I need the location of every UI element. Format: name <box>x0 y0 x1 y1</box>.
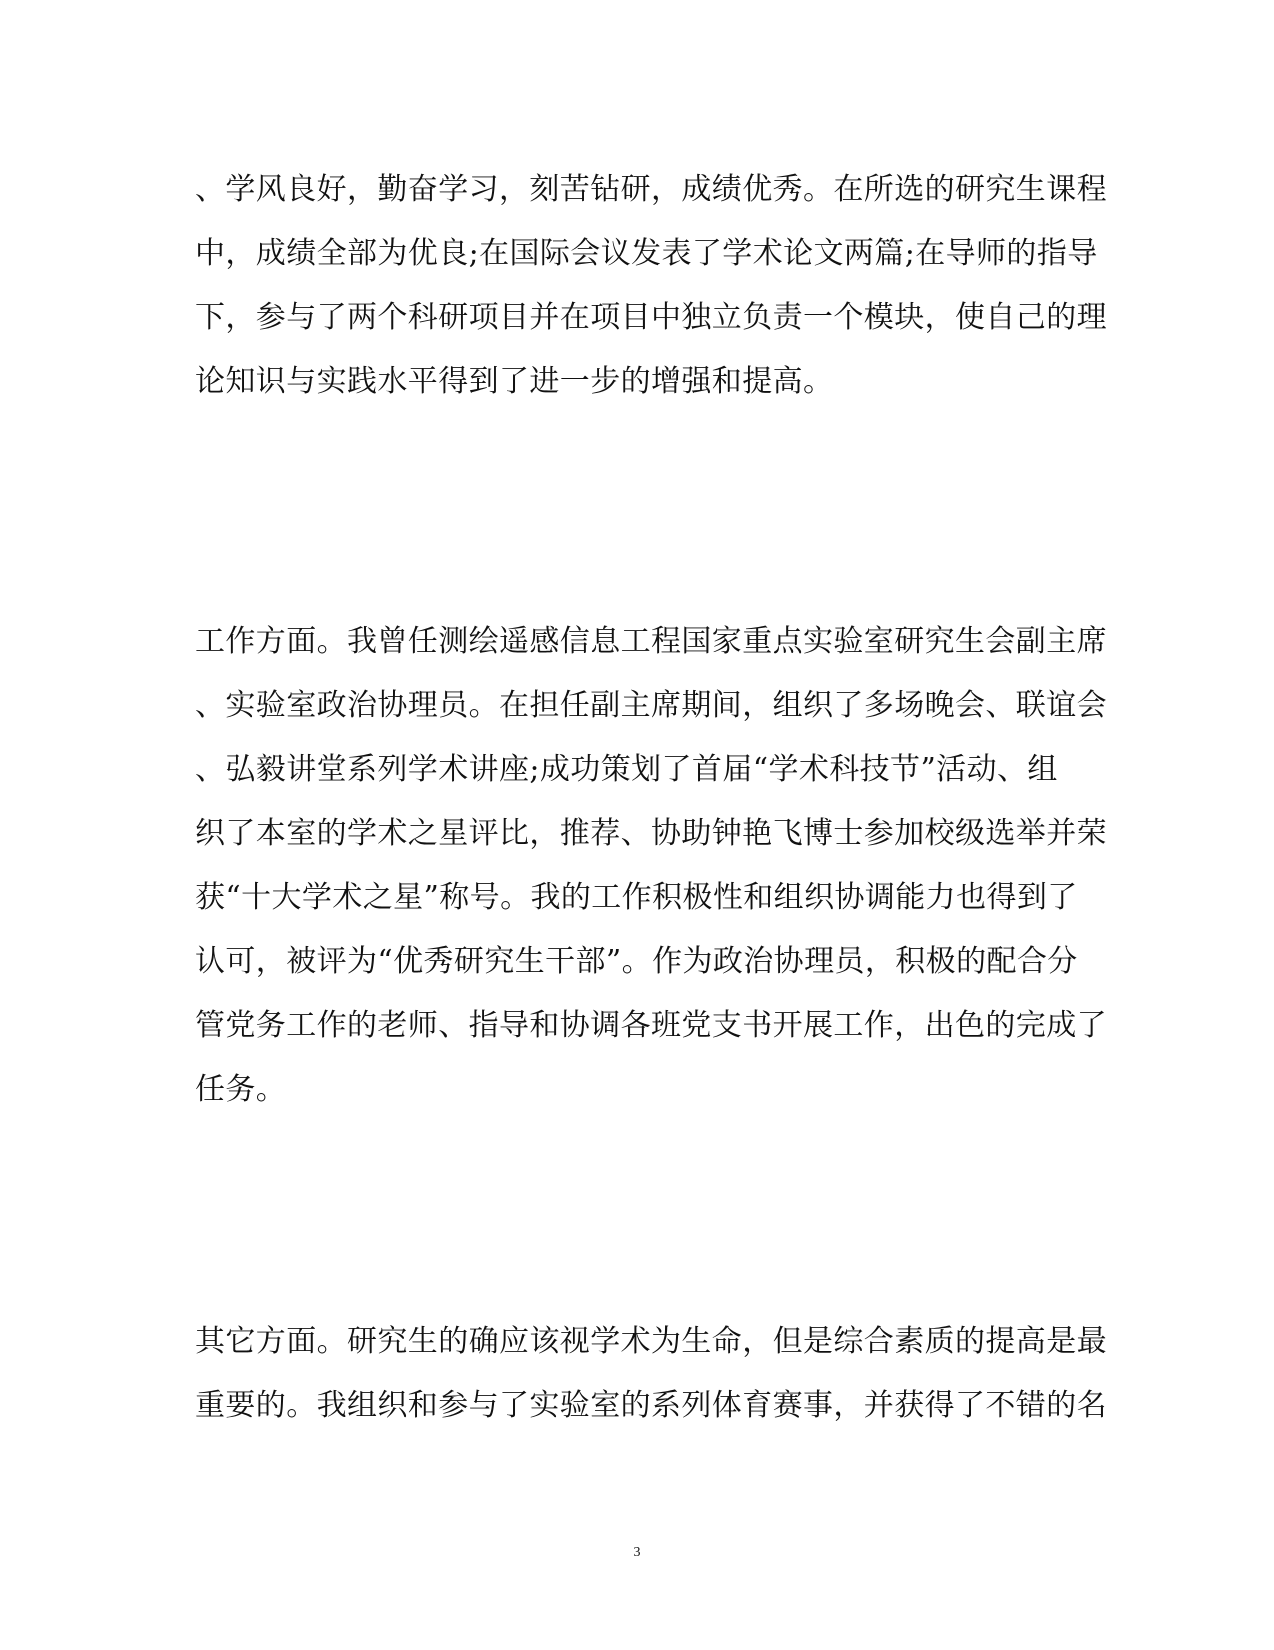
text-line: 工作方面。我曾任测绘遥感信息工程国家重点实验室研究生会副主席 <box>195 624 1107 659</box>
text-line: 重要的。我组织和参与了实验室的系列体育赛事，并获得了不错的名 <box>195 1388 1107 1423</box>
text-line: 、学风良好，勤奋学习，刻苦钻研，成绩优秀。在所选的研究生课程 <box>195 172 1107 207</box>
text-line: 织了本室的学术之星评比，推荐、协助钟艳飞博士参加校级选举并荣 <box>195 816 1107 851</box>
text-line: 其它方面。研究生的确应该视学术为生命，但是综合素质的提高是最 <box>195 1324 1107 1359</box>
page-number: 3 <box>633 1545 641 1560</box>
text-line: 、实验室政治协理员。在担任副主席期间，组织了多场晚会、联谊会 <box>195 688 1107 723</box>
text-line: 、弘毅讲堂系列学术讲座;成功策划了首届“学术科技节”活动、组 <box>195 752 1058 787</box>
text-line: 管党务工作的老师、指导和协调各班党支书开展工作，出色的完成了 <box>195 1008 1107 1043</box>
text-line: 认可，被评为“优秀研究生干部”。作为政治协理员，积极的配合分 <box>195 944 1078 979</box>
paragraph-work <box>195 610 1107 1122</box>
text-line: 论知识与实践水平得到了进一步的增强和提高。 <box>195 364 834 399</box>
paragraph-study <box>195 158 1107 414</box>
paragraph-other <box>195 1310 1107 1438</box>
text-line: 下，参与了两个科研项目并在项目中独立负责一个模块，使自己的理 <box>195 300 1107 335</box>
text-line: 任务。 <box>195 1072 287 1107</box>
text-line: 中，成绩全部为优良;在国际会议发表了学术论文两篇;在导师的指导 <box>195 236 1098 271</box>
text-line: 获“十大学术之星”称号。我的工作积极性和组织协调能力也得到了 <box>195 880 1078 915</box>
